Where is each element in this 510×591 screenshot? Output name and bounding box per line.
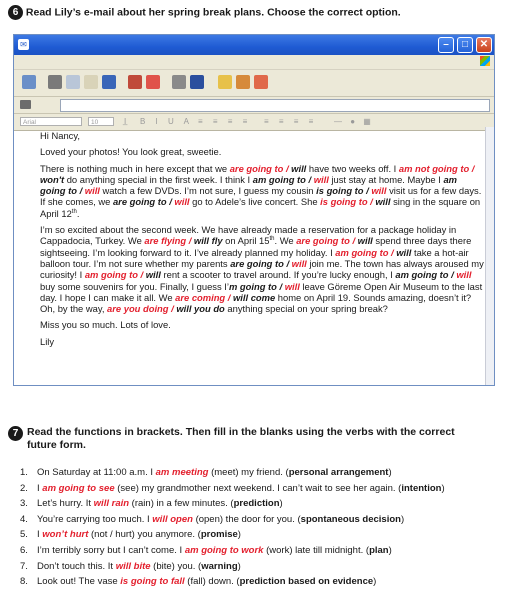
- answer-option: am going to /: [40, 173, 458, 197]
- answer-chosen: is going to /: [320, 196, 373, 208]
- item-sentence: (work) late till midnight. (: [263, 544, 370, 556]
- email-text: rent a scooter to travel around. If you’re lucky enough, I: [160, 269, 396, 281]
- email-text: watch a few DVDs. I’m not sure, I guess my cousin: [99, 185, 317, 197]
- item-sentence: You’re carrying too much. I: [37, 513, 153, 525]
- list-item: [20, 481, 500, 497]
- answer-option: will come: [232, 291, 276, 303]
- email-text: do anything special in the first week. I think I: [64, 173, 253, 185]
- email-text: sing in the square on April 12: [40, 196, 481, 219]
- paragraph-style-icon[interactable]: I̲: [124, 117, 127, 126]
- answer-text: am going to work: [184, 544, 264, 556]
- item-sentence: I’m terribly sorry but I can’t come. I: [37, 544, 185, 556]
- answer-chosen: are you doing /: [107, 303, 174, 315]
- answer-text: will open: [152, 513, 193, 525]
- exercise-6-instruction: Read Lily’s e-mail about her spring break plans. Choose the correct option.: [25, 6, 401, 19]
- answer-chosen: am going to /: [335, 246, 394, 258]
- answer-option: will: [357, 235, 373, 247]
- item-sentence: (meet) my friend. (: [208, 467, 289, 478]
- item-sentence: (see) my grandmother next weekend. I can’t wait to see her again. (: [114, 482, 402, 494]
- answer-option: am going to /: [252, 173, 312, 185]
- exercise-7-instruction: Read the functions in brackets. Then fill in the blanks using the verbs with the correct future form.: [27, 426, 455, 451]
- answer-option: will you do: [176, 303, 225, 315]
- function-label: personal arrangement: [288, 467, 389, 478]
- answer-option: will: [375, 196, 391, 208]
- exercise-number-badge: 6: [8, 5, 23, 20]
- send-icon[interactable]: [22, 75, 36, 89]
- maximize-icon[interactable]: □: [457, 37, 473, 53]
- list-item: [20, 512, 500, 528]
- answer-chosen: will: [291, 257, 307, 269]
- answer-chosen: will: [174, 196, 190, 208]
- item-number: 4.: [20, 513, 28, 525]
- copy-icon[interactable]: [66, 75, 80, 89]
- item-sentence: (fall) down. (: [184, 576, 240, 588]
- email-text: leave Göreme Open Air Museum to the last day. I hope I can make it all. We: [40, 280, 483, 303]
- check-names-icon[interactable]: [128, 75, 142, 89]
- item-sentence: ): [237, 560, 241, 572]
- answer-chosen: am going to /: [84, 269, 144, 281]
- answer-option: are going to /: [112, 196, 172, 208]
- item-text: [37, 465, 392, 481]
- align-icon[interactable]: ≡ ≡ ≡ ≡: [264, 117, 318, 126]
- close-icon[interactable]: ✕: [476, 37, 492, 53]
- item-text: [37, 543, 392, 559]
- answer-chosen: will: [456, 269, 472, 281]
- function-label: prediction based on evidence: [239, 576, 374, 588]
- item-text: [37, 481, 445, 497]
- email-text: th: [269, 236, 275, 243]
- priority-icon[interactable]: [190, 75, 204, 89]
- item-sentence: I: [37, 529, 43, 541]
- email-text: take a hot-air balloon tour. I’m not sure whether my parents: [40, 246, 469, 269]
- windows-logo-icon: [480, 56, 490, 66]
- insert-line-icon[interactable]: — ● ▦: [334, 117, 374, 126]
- item-number: 5.: [20, 529, 28, 541]
- answer-text: won’t hurt: [42, 529, 89, 541]
- item-text: [37, 574, 376, 590]
- offline-icon[interactable]: [254, 75, 268, 89]
- toolbar: [14, 70, 494, 97]
- list-item: [20, 496, 500, 512]
- list-item: [20, 574, 500, 590]
- minimize-icon[interactable]: –: [438, 37, 454, 53]
- answer-chosen: are going to /: [229, 162, 289, 174]
- spelling-icon[interactable]: [146, 75, 160, 89]
- list-item: [20, 465, 500, 481]
- email-text: . We: [274, 235, 297, 247]
- exercise-7-list: [20, 465, 500, 590]
- item-sentence: ): [237, 529, 241, 541]
- email-text: have two weeks off. I: [306, 162, 399, 174]
- item-sentence: Let’s hurry. It: [37, 498, 94, 510]
- exercise-7-title: [8, 426, 488, 452]
- answer-option: won't: [40, 173, 65, 185]
- email-line: Loved your photos! You look great, sweetie.: [40, 146, 222, 158]
- scrollbar[interactable]: [485, 127, 494, 385]
- answer-chosen: are coming /: [175, 291, 231, 303]
- item-sentence: Look out! The vase: [37, 576, 121, 588]
- cut-icon[interactable]: [48, 75, 62, 89]
- item-sentence: ): [388, 544, 392, 556]
- window-titlebar: [14, 35, 494, 55]
- answer-option: am going to /: [395, 269, 454, 281]
- function-label: warning: [201, 560, 238, 572]
- function-label: prediction: [233, 498, 280, 510]
- address-bar: [14, 97, 494, 114]
- item-text: [37, 496, 283, 512]
- font-size-select[interactable]: 10: [88, 117, 114, 126]
- item-sentence: ): [388, 467, 392, 478]
- email-text: on April 15: [222, 235, 270, 247]
- subject-input[interactable]: [60, 99, 490, 112]
- email-text: go to Adele’s live concert. She: [189, 196, 321, 208]
- format-bar: [14, 114, 494, 131]
- item-number: 8.: [20, 576, 28, 588]
- email-paragraph-1: [40, 163, 485, 219]
- bold-italic-underline-icon[interactable]: B I U A: [140, 117, 193, 126]
- answer-option: are going to /: [230, 257, 290, 269]
- item-text: [37, 527, 241, 543]
- answer-option: will: [396, 246, 412, 258]
- answer-chosen: will: [284, 280, 300, 292]
- list-indent-icon[interactable]: ≡ ≡ ≡ ≡: [198, 117, 252, 126]
- email-text: home on April 19. Sounds amazing, doesn’t it? Oh, by the way,: [40, 291, 472, 315]
- answer-chosen: am not going to /: [398, 162, 475, 174]
- encrypt-icon[interactable]: [236, 75, 250, 89]
- list-item: [20, 527, 500, 543]
- email-window: [13, 34, 495, 386]
- answer-option: will: [291, 162, 307, 174]
- attach-icon[interactable]: [172, 75, 186, 89]
- item-number: 7.: [20, 560, 28, 572]
- answer-chosen: will: [313, 173, 329, 185]
- font-select[interactable]: Arial: [20, 117, 82, 126]
- answer-option: will fly: [193, 235, 223, 247]
- email-text: just stay at home. Maybe I: [328, 173, 444, 185]
- answer-option: is going to /: [316, 185, 369, 197]
- email-text: There is nothing much in here except that we: [40, 162, 230, 174]
- item-sentence: ): [400, 513, 405, 525]
- menu-bar: [14, 55, 494, 70]
- item-sentence: ): [279, 498, 283, 510]
- email-text: .: [76, 207, 80, 219]
- function-label: intention: [401, 482, 442, 494]
- email-body[interactable]: [40, 130, 485, 352]
- exercise-number-badge: 7: [8, 426, 23, 441]
- item-number: 2.: [20, 482, 28, 494]
- email-signature: Lily: [40, 335, 55, 347]
- item-number: 3.: [20, 498, 28, 510]
- email-paragraph-2: [40, 224, 485, 314]
- answer-chosen: are going to /: [296, 235, 356, 247]
- function-label: plan: [369, 544, 389, 556]
- answer-chosen: are flying /: [144, 235, 192, 247]
- email-text: anything special on your spring break?: [224, 303, 388, 315]
- email-text: visit us for a few days. If she comes, we: [40, 185, 482, 208]
- undo-icon[interactable]: [102, 75, 116, 89]
- email-text: join me. The town has always aroused my curiosity! I: [40, 257, 484, 281]
- answer-chosen: will: [84, 185, 100, 197]
- subject-icon: [20, 100, 31, 109]
- item-sentence: Don’t touch this. It: [37, 560, 116, 572]
- email-text: spend three days there sightseeing. I’m looking forward to it. I’ve already planned my holiday. I: [40, 235, 472, 258]
- item-sentence: (rain) in a few minutes. (: [129, 498, 234, 510]
- window-icon: ✉: [18, 39, 29, 50]
- email-closing: Miss you so much. Lots of love.: [40, 319, 171, 331]
- function-label: spontaneous decision: [300, 513, 401, 525]
- answer-option: m going to /: [228, 280, 283, 292]
- item-sentence: I: [37, 482, 43, 494]
- answer-text: am going to see: [42, 482, 115, 494]
- item-number: 1.: [20, 467, 28, 478]
- answer-text: am meeting: [155, 467, 209, 478]
- list-item: [20, 559, 500, 575]
- item-sentence: ): [373, 576, 377, 588]
- email-text: th: [71, 208, 77, 215]
- item-sentence: (open) the door for you. (: [192, 513, 301, 525]
- email-text: buy some souvenirs for you. Finally, I guess I’: [40, 280, 229, 292]
- sign-icon[interactable]: [218, 75, 232, 89]
- item-sentence: On Saturday at 11:00 a.m. I: [37, 467, 156, 478]
- paste-icon[interactable]: [84, 75, 98, 89]
- item-sentence: (bite) you. (: [150, 560, 202, 572]
- item-number: 6.: [20, 544, 28, 556]
- answer-text: is going to fall: [120, 576, 185, 588]
- item-text: [37, 559, 241, 575]
- item-sentence: ): [441, 482, 445, 494]
- answer-text: will bite: [115, 560, 151, 572]
- exercise-6-title: [8, 5, 503, 20]
- answer-option: will: [145, 269, 161, 281]
- answer-text: will rain: [93, 498, 130, 510]
- item-sentence: (not / hurt) you anymore. (: [88, 529, 201, 541]
- function-label: promise: [200, 529, 238, 541]
- list-item: [20, 543, 500, 559]
- email-greeting: Hi Nancy,: [40, 130, 80, 141]
- email-text: I’m so excited about the second week. We have already made a reservation for a package holiday in Cappadocia, Turkey. We: [40, 224, 457, 247]
- answer-chosen: will: [371, 185, 387, 197]
- item-text: [37, 512, 404, 528]
